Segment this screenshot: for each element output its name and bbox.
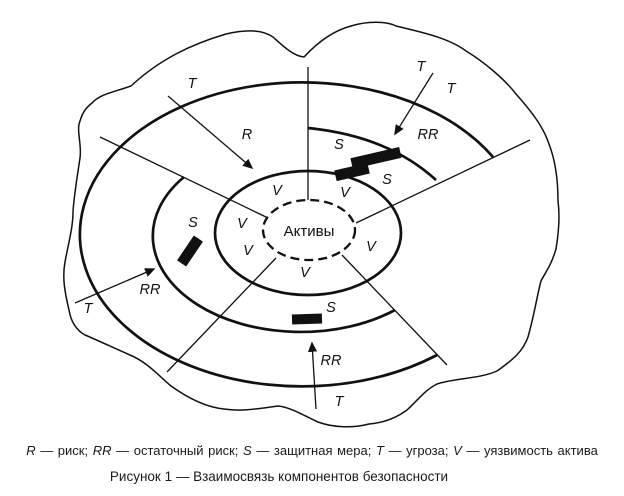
legend-term: R <box>26 443 36 458</box>
threat-arrow-bottom <box>312 343 316 409</box>
legend-term: S <box>243 443 252 458</box>
threat-arrow-topright <box>395 73 433 134</box>
residual-risk-label-left: RR <box>139 282 161 298</box>
safeguard-bar-bottom <box>292 313 322 324</box>
threat-label-left: T <box>83 301 93 317</box>
threat-label-topright-outer: T <box>416 59 426 75</box>
vulnerability-label-5: V <box>366 239 376 255</box>
legend-desc: — остаточный риск; <box>111 443 244 458</box>
legend-desc: — уязвимость актива <box>461 443 598 458</box>
vulnerability-label-3: V <box>237 216 247 232</box>
safeguard-label-bottom: S <box>326 300 336 316</box>
safeguard-label-left: S <box>188 215 198 231</box>
legend-term: V <box>453 443 462 458</box>
sector-divider-upper-left <box>100 137 266 217</box>
residual-risk-label-topright: RR <box>417 127 439 143</box>
safeguard-label-topright-2: S <box>382 172 392 188</box>
figure-caption: Рисунок 1 — Взаимосвязь компонентов безопасности <box>109 469 449 484</box>
safeguard-bar-left <box>177 235 203 266</box>
vulnerability-label-4: V <box>243 243 253 259</box>
residual-risk-label-bottom: RR <box>320 353 342 369</box>
threat-arrow-topleft <box>168 96 252 168</box>
figure-caption-row <box>0 469 624 484</box>
legend-term: RR <box>92 443 112 458</box>
assets-label: Активы <box>283 223 335 240</box>
vulnerability-label-2: V <box>340 185 350 201</box>
vulnerability-label-1: V <box>272 183 282 199</box>
legend-desc: — риск; <box>35 443 93 458</box>
legend-desc: — защитная мера; <box>251 443 376 458</box>
sector-divider-lower-left <box>167 258 276 372</box>
legend-term: T <box>375 443 384 458</box>
threat-label-bottom: T <box>334 394 344 410</box>
threat-label-topleft: T <box>187 76 197 92</box>
sector-divider-lower-right <box>342 255 447 365</box>
vulnerability-label-6: V <box>300 265 310 281</box>
threat-label-topright-inner: T <box>446 81 456 97</box>
risk-label: R <box>241 127 253 143</box>
legend <box>0 443 624 458</box>
safeguard-label-topright-1: S <box>334 137 344 153</box>
legend-desc: — угроза; <box>383 443 454 458</box>
